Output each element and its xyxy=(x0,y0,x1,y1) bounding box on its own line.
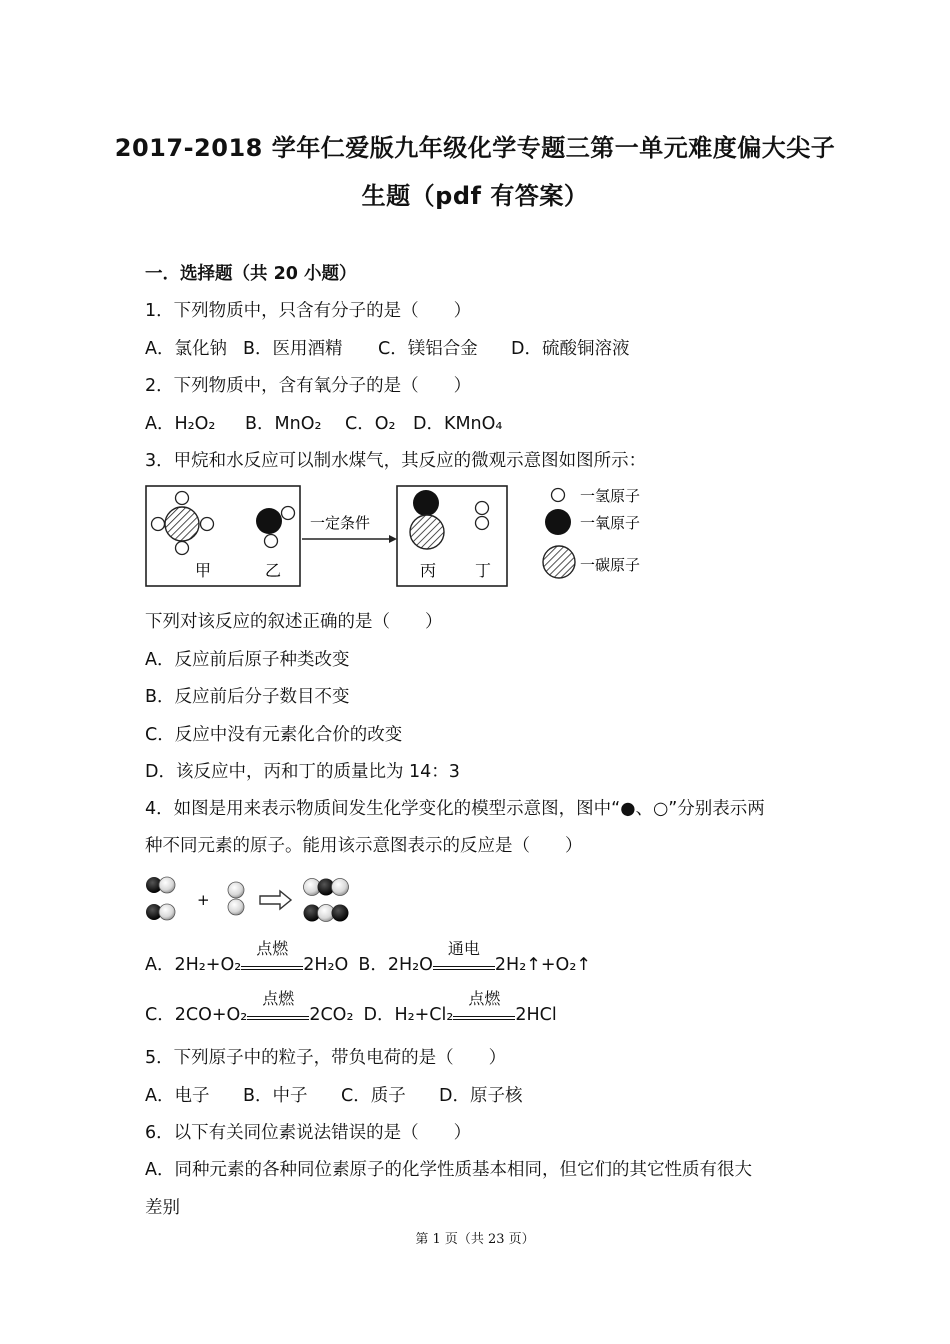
label-yi: 乙 xyxy=(265,561,282,580)
q4-option-d-condition xyxy=(453,989,515,1020)
q6-stem: 6．以下有关同位素说法错误的是（ ） xyxy=(145,1123,472,1143)
doc-title-line1: 2017-2018 学年仁爱版九年级化学专题三第一单元难度偏大尖子 xyxy=(114,134,836,162)
product-molecules xyxy=(304,879,349,922)
q2-option-b: B．MnO₂ xyxy=(245,414,322,434)
reaction-diagram xyxy=(145,484,665,590)
section-heading: 一．选择题（共 20 小题） xyxy=(145,264,357,284)
arrow-head xyxy=(389,535,397,543)
q3-option-a: A．反应前后原子种类改变 xyxy=(145,650,350,670)
q5-option-c: C．质子 xyxy=(341,1086,406,1106)
q4-option-a-pre: A．2H₂+O₂ xyxy=(145,955,242,975)
legend-c-icon xyxy=(543,546,575,578)
q3-option-d: D．该反应中，丙和丁的质量比为 14：3 xyxy=(145,762,460,782)
q4-options-cd xyxy=(145,989,557,1026)
water-molecule xyxy=(256,507,295,548)
q5-options xyxy=(145,1082,522,1107)
label-condition: 一定条件 xyxy=(310,514,371,532)
q1-option-d: D．硫酸铜溶液 xyxy=(511,339,630,359)
q6-option-a-line1: A．同种元素的各种同位素原子的化学性质基本相同，但它们的其它性质有很大 xyxy=(145,1160,752,1180)
label-jia: 甲 xyxy=(195,561,212,580)
q4-c-cond-text: 点燃 xyxy=(262,989,295,1008)
label-ding: 丁 xyxy=(475,561,492,580)
legend-o-label: 一氧原子 xyxy=(580,514,641,532)
q6-option-a-line2: 差别 xyxy=(145,1198,180,1218)
methane-molecule xyxy=(152,492,214,555)
co-molecule xyxy=(410,490,444,549)
model-diagram xyxy=(145,872,360,928)
doc-title-line2: 生题（pdf 有答案） xyxy=(361,182,589,210)
q4-option-b-post: 2H₂↑+O₂↑ xyxy=(494,955,592,975)
q4-option-c-condition xyxy=(247,989,309,1020)
h2-molecule xyxy=(476,502,489,530)
q5-option-a: A．电子 xyxy=(145,1086,210,1106)
q4-d-cond-text: 点燃 xyxy=(468,989,501,1008)
q4-option-a-post: 2H₂O xyxy=(303,955,349,975)
q5-option-b: B．中子 xyxy=(243,1086,308,1106)
q1-options xyxy=(145,335,629,360)
q2-stem: 2．下列物质中，含有氧分子的是（ ） xyxy=(145,376,472,396)
q2-option-c: C．O₂ xyxy=(345,414,396,434)
q4-b-cond-text: 通电 xyxy=(447,939,480,958)
q2-option-d: D．KMnO₄ xyxy=(413,414,503,434)
q4-option-d-pre: D．H₂+Cl₂ xyxy=(363,1005,454,1025)
q4-stem-line2: 种不同元素的原子。能用该示意图表示的反应是（ ） xyxy=(145,836,583,856)
legend-o-icon xyxy=(545,509,571,535)
q4-options-ab xyxy=(145,939,592,976)
q1-stem: 1．下列物质中，只含有分子的是（ ） xyxy=(145,301,472,321)
q3-question: 下列对该反应的叙述正确的是（ ） xyxy=(145,612,443,632)
legend-h-label: 一氢原子 xyxy=(580,487,641,505)
page-footer: 第 1 页（共 23 页） xyxy=(415,1232,535,1247)
q3-stem: 3．甲烷和水反应可以制水煤气，其反应的微观示意图如图所示： xyxy=(145,451,647,471)
q4-option-d-post: 2HCl xyxy=(515,1005,557,1025)
q4-option-a-condition xyxy=(241,939,303,970)
q1-option-a: A．氯化钠 xyxy=(145,339,227,359)
q2-option-a: A．H₂O₂ xyxy=(145,414,216,434)
label-bing: 丙 xyxy=(420,561,437,580)
q3-option-b: B．反应前后分子数目不变 xyxy=(145,687,350,707)
q4-option-b-pre: B．2H₂O xyxy=(358,955,433,975)
q1-option-c: C．镁铝合金 xyxy=(378,339,478,359)
q4-option-b-condition xyxy=(433,939,495,970)
q2-options xyxy=(145,410,502,435)
hollow-arrow-icon xyxy=(260,891,291,909)
legend-h-icon xyxy=(552,489,565,502)
q1-option-b: B．医用酒精 xyxy=(243,339,343,359)
q5-stem: 5．下列原子中的粒子，带负电荷的是（ ） xyxy=(145,1048,507,1068)
plus-sign: + xyxy=(197,891,210,909)
q4-option-c-post: 2CO₂ xyxy=(309,1005,354,1025)
reactant-molecule-1 xyxy=(146,877,175,920)
q4-stem-line1: 4．如图是用来表示物质间发生化学变化的模型示意图，图中“●、○”分别表示两 xyxy=(145,799,765,819)
q3-option-c: C．反应中没有元素化合价的改变 xyxy=(145,725,403,745)
reactant-molecule-2 xyxy=(228,882,244,915)
q4-option-c-pre: C．2CO+O₂ xyxy=(145,1005,248,1025)
legend-c-label: 一碳原子 xyxy=(580,556,641,574)
q4-a-cond-text: 点燃 xyxy=(256,939,289,958)
q5-option-d: D．原子核 xyxy=(439,1086,523,1106)
